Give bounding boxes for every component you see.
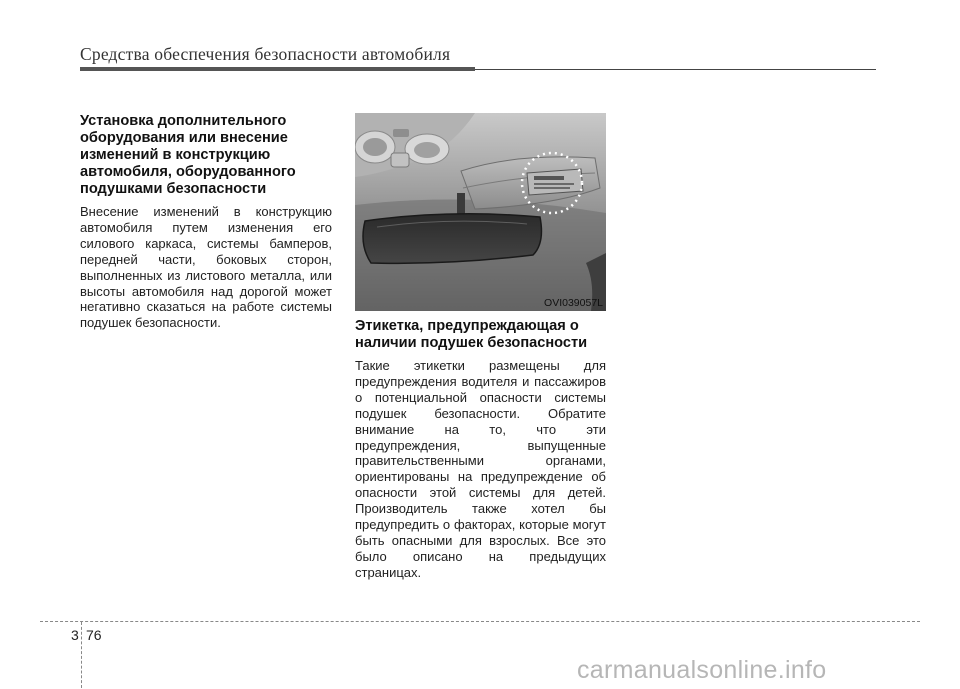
watermark-text: carmanualsonline.info [577,656,827,684]
section-heading-airbag-label: Этикетка, предупреждающая о наличии подушек безопасности [355,318,588,351]
page-number: 76 [86,627,102,643]
chapter-number: 3 [71,627,79,643]
airbag-label-photo [355,113,606,311]
header-rule-thin [475,69,876,70]
page-header-title: Средства обеспечения безопасности автомобиля [80,44,451,64]
car-interior-illustration [355,113,606,311]
left-column [80,113,332,331]
section-heading-modifications: Установка дополнительного оборудования или внесение изменений в конструкцию автомобиля, оборудованного подушками безопасности [80,113,296,197]
right-column [355,318,606,581]
airbag-warning-label [527,169,583,195]
section-body-airbag-label: Такие этикетки размещены для предупреждения водителя и пассажиров о потенциальной опасности системы подушек безопасности. Обратите внимание на то, что эти предупреждения, выпущенные правительственными органами, ориентированы на предупреждение об опасности этой системы для детей. Производитель также хотел бы предупредить о факторах, которые могут быть опасными для взрослых. Все это было описано на предыдущих страницах. [355,358,606,580]
footer-dashed-rule [40,621,920,622]
footer-vertical-dashed-rule [81,622,82,688]
section-body-modifications: Внесение изменений в конструкцию автомобиля путем изменения его силового каркаса, системы бамперов, передней части, боковых сторон, выполненных из листового металла, или высоты автомобиля над дорогой может негативно сказаться на работе системы подушек безопасности. [80,204,332,331]
header-rule-thick [80,67,475,71]
figure-code: OVI039057L [544,297,603,309]
